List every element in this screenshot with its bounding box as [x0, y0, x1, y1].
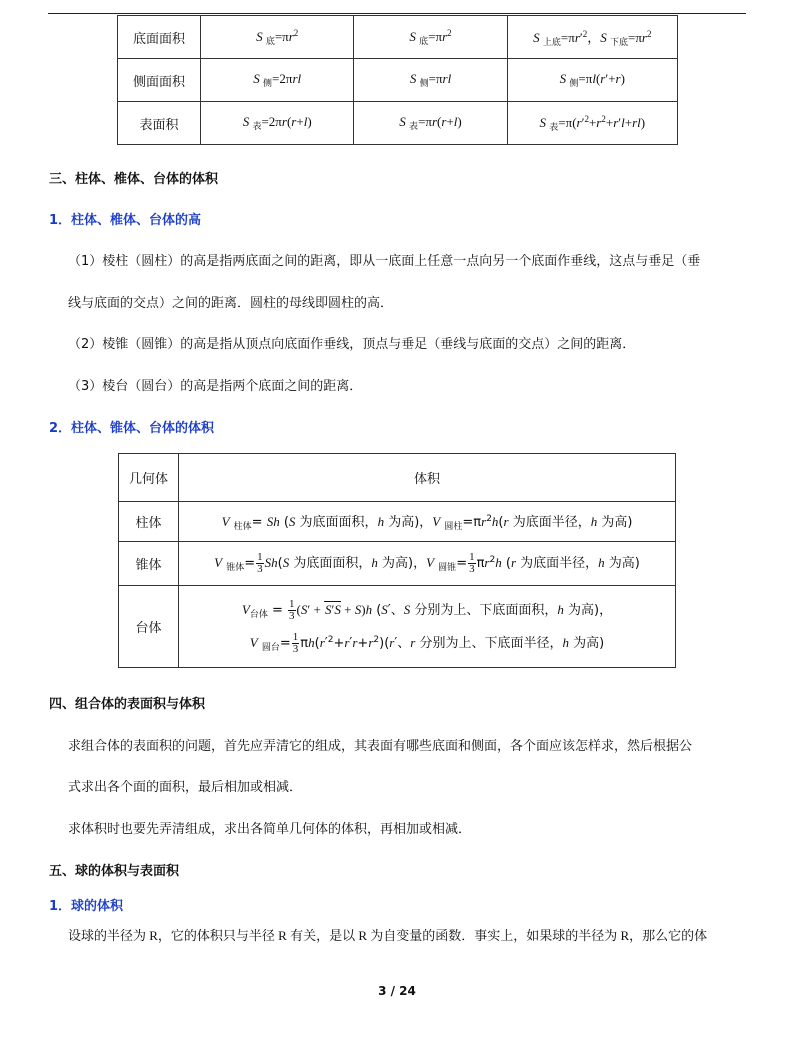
table-row: [119, 542, 676, 586]
top-rule: [48, 13, 746, 14]
formula-cell: S $_侧$=2πrl: [200, 59, 353, 102]
formula-cell: S $_侧$=πrl: [354, 59, 507, 102]
formula-cell: S $_底=\pi r^2$: [200, 16, 353, 59]
paragraph: （2）棱锥（圆锥）的高是指从顶点向底面作垂线，顶点与垂足（垂线与底面的交点）之间的距离．: [68, 337, 636, 352]
table-row: [118, 102, 678, 145]
formula-cell: S $_{上底}=\pi r'^2$，S $_{下底}=\pi r^2$: [507, 16, 677, 59]
section-heading: 四、组合体的表面积与体积: [49, 697, 206, 712]
row-label: 表面积: [118, 102, 201, 145]
paragraph: 线与底面的交点）之间的距离．圆柱的母线即圆柱的高．: [68, 296, 394, 311]
header-cell: 几何体: [119, 454, 179, 502]
subsection-heading: 2．柱体、锥体、台体的体积: [49, 421, 215, 436]
row-label: 底面面积: [118, 16, 201, 59]
section-heading: 五、球的体积与表面积: [49, 864, 180, 879]
page-number: 3 / 24: [378, 984, 416, 998]
area-formula-table: [117, 15, 678, 145]
formula-cell: S $_表$=πr(r+l): [354, 102, 507, 145]
row-label: 台体: [119, 586, 179, 668]
section-heading: 三、柱体、椎体、台体的体积: [49, 172, 219, 187]
paragraph: 式求出各个面的面积，最后相加或相减．: [68, 780, 303, 795]
header-cell: 体积: [179, 454, 676, 502]
formula-cell: S $_表$=2πr(r+l): [200, 102, 353, 145]
paragraph: 求体积时也要先弄清组成，求出各简单几何体的体积，再相加或相减．: [68, 822, 472, 837]
volume-formula-table: [118, 453, 676, 668]
subsection-heading: 1．柱体、椎体、台体的高: [49, 213, 202, 228]
row-label: 侧面面积: [118, 59, 201, 102]
formula-cell: V $_{柱体}$= Sh (S 为底面面积，h 为高)，V $_{圆柱}=\pi r^2h(r$ 为底面半径，h 为高): [179, 502, 676, 542]
paragraph: （3）棱台（圆台）的高是指两个底面之间的距离．: [68, 379, 363, 394]
formula-cell: $V_{台体}$ = $\frac{1}{3}$ (S′ + S′S + S)h (S′、S 分别为上、下底面面积，h 为高)， V $_{圆台}$= $\frac{1}{3}$ $\pi h(r'^2+r'r+r^2)(r'$、r 分别为上、下底面半径，h 为高): [179, 586, 676, 668]
paragraph: 设球的半径为 R，它的体积只与半径 R 有关，是以 R 为自变量的函数．事实上，如果球的半径为 R，那么它的体: [68, 928, 708, 943]
subsection-heading: 1．球的体积: [49, 899, 124, 914]
table-row: [118, 16, 678, 59]
formula-cell: S $_侧$=πl(r′+r): [507, 59, 677, 102]
row-label: 柱体: [119, 502, 179, 542]
table-row: [118, 59, 678, 102]
table-row: [119, 502, 676, 542]
paragraph: 求组合体的表面积的问题，首先应弄清它的组成，其表面有哪些底面和侧面，各个面应该怎样求，然后根据公: [68, 739, 693, 754]
formula-cell: V $_{锥体}$= $\frac{1}{3}$ Sh(S 为底面面积，h 为高)，V $_{圆锥}$= $\frac{1}{3}$ $\pi r^2h$ (r 为底面半径，h 为高): [179, 542, 676, 586]
row-label: 锥体: [119, 542, 179, 586]
formula-cell: S $_底=\pi r^2$: [354, 16, 507, 59]
table-header-row: [119, 454, 676, 502]
paragraph: （1）棱柱（圆柱）的高是指两底面之间的距离，即从一底面上任意一点向另一个底面作垂线，这点与垂足（垂: [68, 254, 701, 269]
table-row: [119, 586, 676, 668]
formula-cell: S $_表=\pi(r'^2+r^2+r'l+rl)$: [507, 102, 677, 145]
